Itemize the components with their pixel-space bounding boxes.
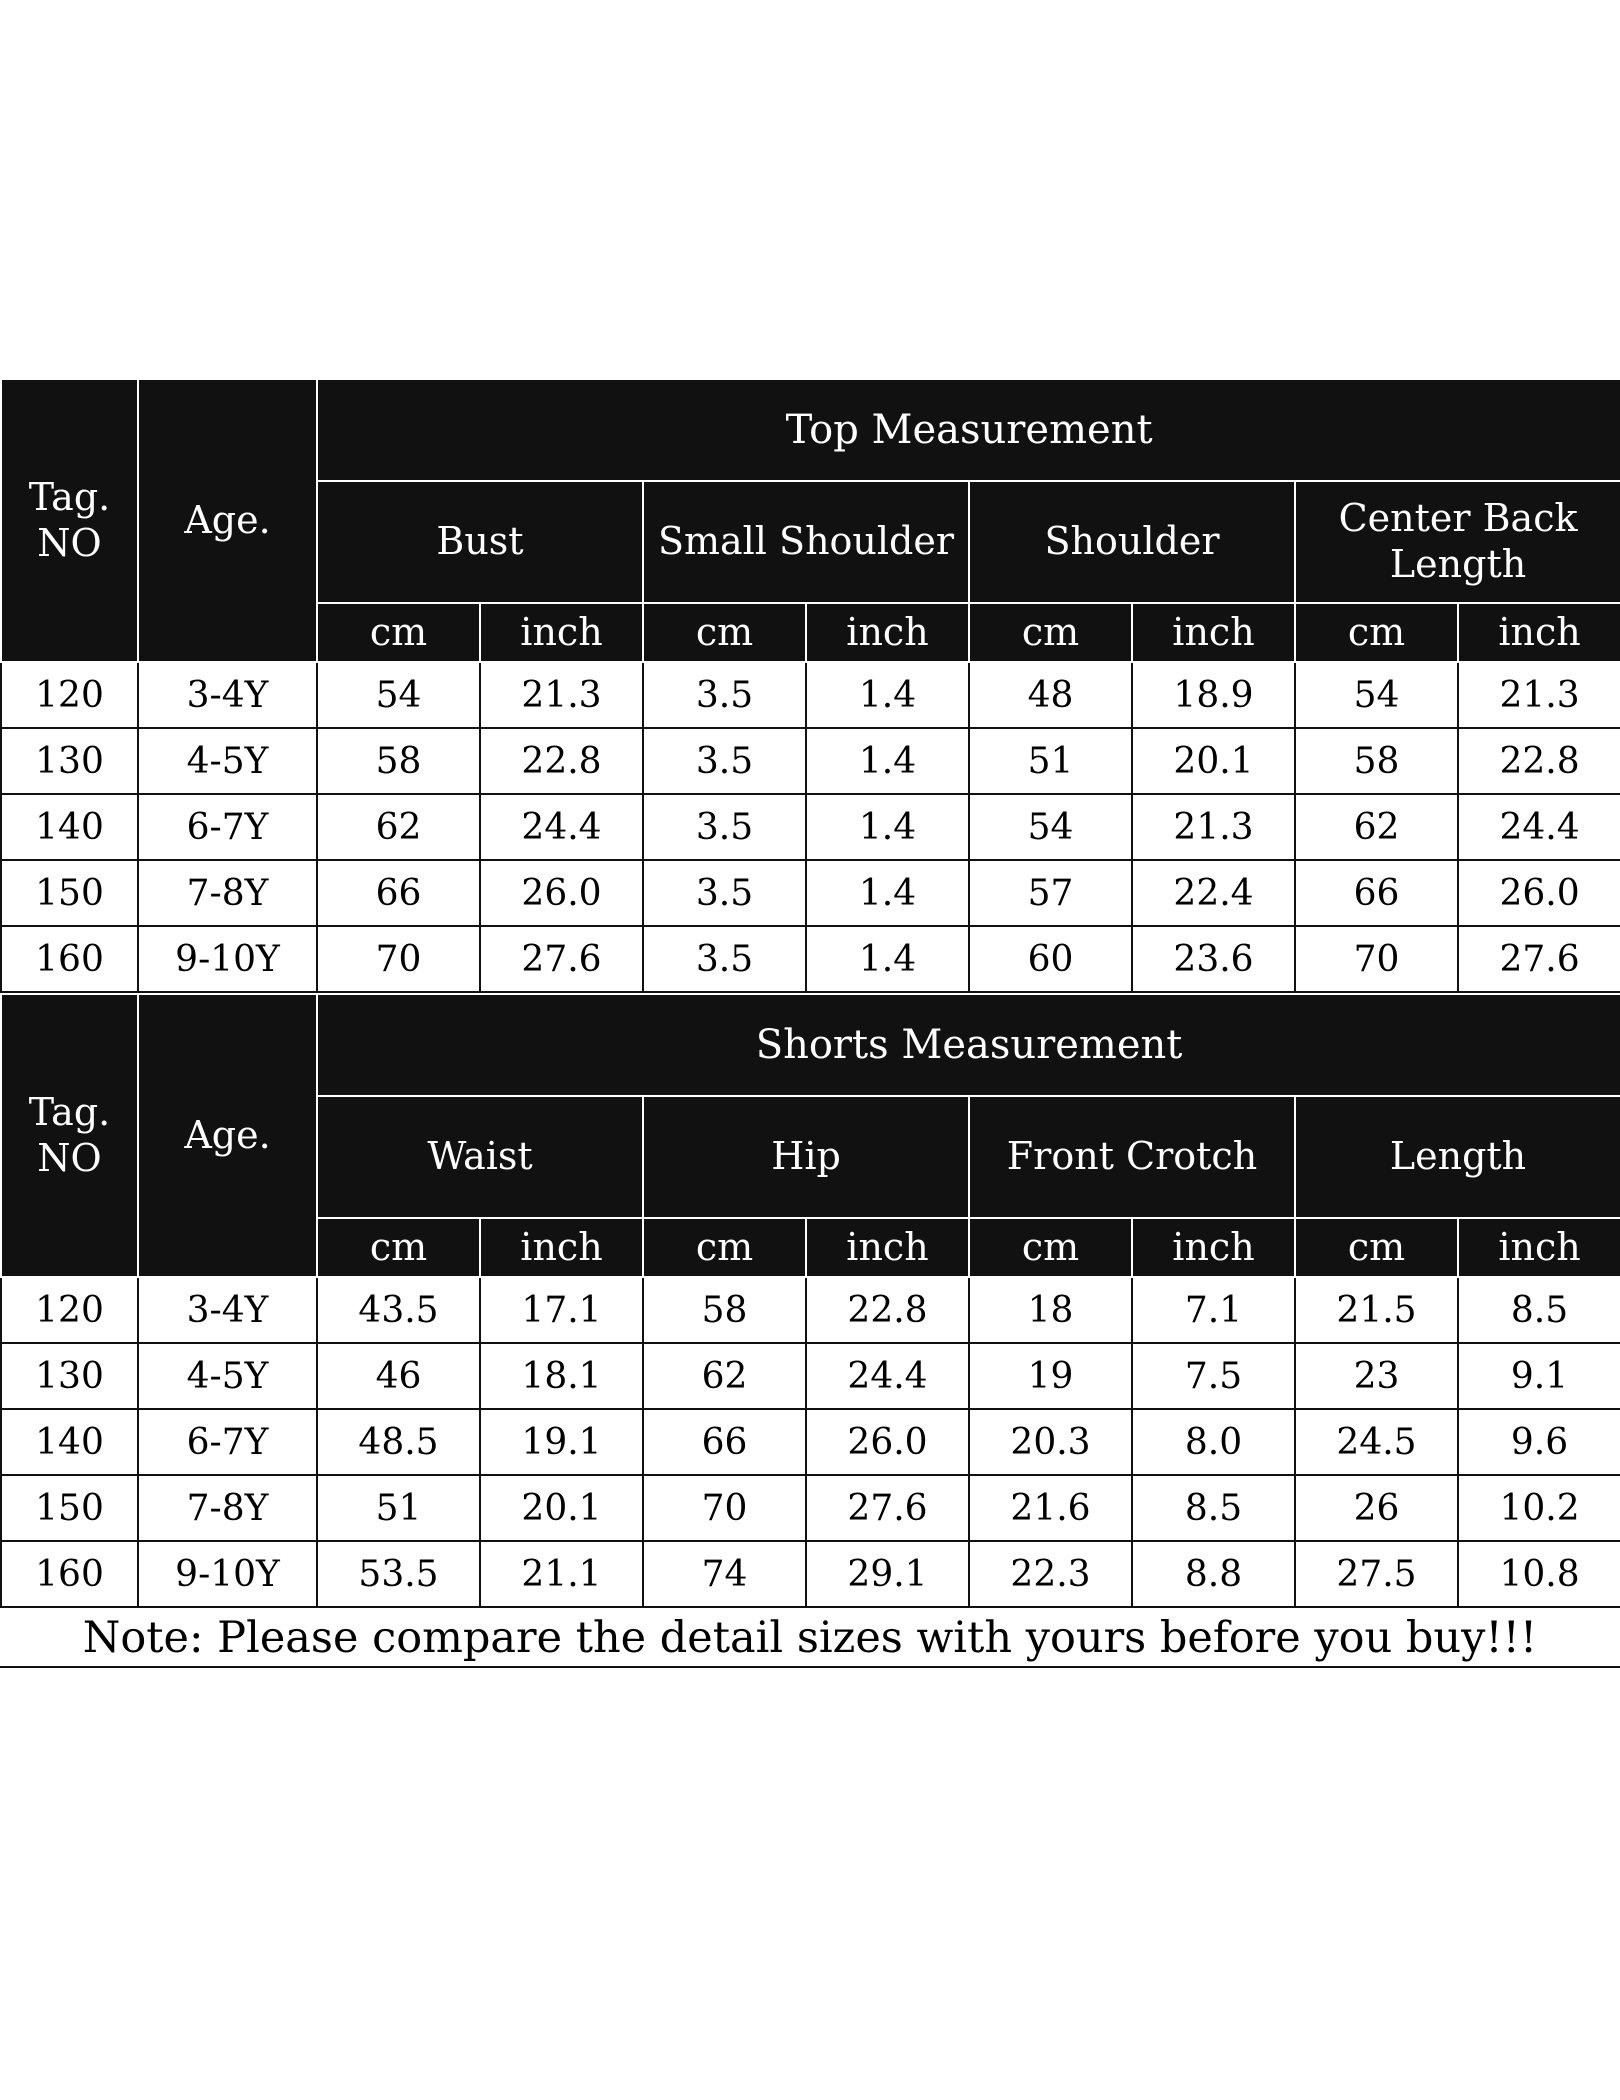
measurement-cell: 57 — [969, 860, 1132, 926]
measurement-cell: 70 — [317, 926, 480, 992]
table-row — [1, 1409, 1620, 1475]
measurement-cell: 1.4 — [806, 728, 969, 794]
measurement-cell: 66 — [643, 1409, 806, 1475]
table-row — [1, 728, 1620, 794]
measurement-cell: 24.4 — [480, 794, 643, 860]
measurement-cell: 7.1 — [1132, 1277, 1295, 1343]
table-row — [1, 794, 1620, 860]
measurement-cell: 43.5 — [317, 1277, 480, 1343]
measurement-cell: 58 — [317, 728, 480, 794]
measurement-cell: 3.5 — [643, 860, 806, 926]
table-row — [1, 1343, 1620, 1409]
top-table-body — [1, 379, 1620, 992]
top-measurement-table — [0, 378, 1620, 993]
tag-cell: 160 — [1, 926, 138, 992]
measurement-cell: 3.5 — [643, 662, 806, 728]
top-measurement-title: Top Measurement — [317, 379, 1620, 481]
measurement-cell: 27.6 — [806, 1475, 969, 1541]
shoulder-header: Shoulder — [969, 481, 1295, 603]
unit-cm-header: cm — [643, 603, 806, 662]
measurement-cell: 26.0 — [480, 860, 643, 926]
table-row — [1, 1541, 1620, 1607]
center-back-length-header: Center Back Length — [1295, 481, 1620, 603]
front-crotch-header: Front Crotch — [969, 1096, 1295, 1218]
measurement-cell: 21.3 — [1132, 794, 1295, 860]
measurement-cell: 20.1 — [480, 1475, 643, 1541]
measurement-cell: 8.5 — [1458, 1277, 1620, 1343]
tag-no-header-label: Tag. NO — [28, 474, 111, 565]
measurement-cell: 22.4 — [1132, 860, 1295, 926]
measurement-cell: 22.3 — [969, 1541, 1132, 1607]
measurement-cell: 8.5 — [1132, 1475, 1295, 1541]
measurement-cell: 23 — [1295, 1343, 1458, 1409]
size-chart — [0, 378, 1620, 1668]
tag-cell: 150 — [1, 1475, 138, 1541]
measurement-cell: 48.5 — [317, 1409, 480, 1475]
tag-cell: 150 — [1, 860, 138, 926]
measurement-cell: 54 — [1295, 662, 1458, 728]
unit-cm-header: cm — [317, 603, 480, 662]
measurement-cell: 9.1 — [1458, 1343, 1620, 1409]
table-row — [1, 1475, 1620, 1541]
unit-cm-header: cm — [969, 1218, 1132, 1277]
measurement-cell: 70 — [643, 1475, 806, 1541]
small-shoulder-header: Small Shoulder — [643, 481, 969, 603]
measurement-cell: 21.3 — [480, 662, 643, 728]
tag-cell: 140 — [1, 794, 138, 860]
tag-no-header — [1, 379, 138, 662]
measurement-cell: 54 — [317, 662, 480, 728]
unit-cm-header: cm — [317, 1218, 480, 1277]
measurement-cell: 58 — [1295, 728, 1458, 794]
bust-header: Bust — [317, 481, 643, 603]
measurement-cell: 66 — [1295, 860, 1458, 926]
measurement-cell: 1.4 — [806, 860, 969, 926]
measurement-cell: 62 — [1295, 794, 1458, 860]
measurement-cell: 22.8 — [1458, 728, 1620, 794]
table-row — [1, 926, 1620, 992]
measurement-cell: 24.4 — [806, 1343, 969, 1409]
table-row — [1, 662, 1620, 728]
tag-cell: 160 — [1, 1541, 138, 1607]
age-cell: 7-8Y — [138, 1475, 317, 1541]
note-text: Note: Please compare the detail sizes with yours before you buy!!! — [0, 1608, 1620, 1668]
measurement-cell: 27.6 — [480, 926, 643, 992]
hip-header: Hip — [643, 1096, 969, 1218]
measurement-cell: 26.0 — [806, 1409, 969, 1475]
measurement-cell: 24.5 — [1295, 1409, 1458, 1475]
measurement-cell: 24.4 — [1458, 794, 1620, 860]
age-cell: 9-10Y — [138, 926, 317, 992]
measurement-cell: 18.9 — [1132, 662, 1295, 728]
measurement-cell: 62 — [643, 1343, 806, 1409]
measurement-cell: 21.3 — [1458, 662, 1620, 728]
tag-no-header — [1, 994, 138, 1277]
tag-no-header-label: Tag. NO — [28, 1089, 111, 1180]
unit-cm-header: cm — [1295, 1218, 1458, 1277]
measurement-cell: 3.5 — [643, 728, 806, 794]
measurement-cell: 7.5 — [1132, 1343, 1295, 1409]
measurement-cell: 27.5 — [1295, 1541, 1458, 1607]
unit-inch-header: inch — [1132, 603, 1295, 662]
measurement-cell: 27.6 — [1458, 926, 1620, 992]
measurement-cell: 22.8 — [806, 1277, 969, 1343]
measurement-cell: 8.8 — [1132, 1541, 1295, 1607]
measurement-cell: 53.5 — [317, 1541, 480, 1607]
measurement-cell: 9.6 — [1458, 1409, 1620, 1475]
measurement-cell: 18 — [969, 1277, 1132, 1343]
measurement-cell: 20.1 — [1132, 728, 1295, 794]
measurement-cell: 1.4 — [806, 794, 969, 860]
unit-inch-header: inch — [1458, 1218, 1620, 1277]
measurement-cell: 1.4 — [806, 662, 969, 728]
unit-inch-header: inch — [806, 603, 969, 662]
measurement-cell: 1.4 — [806, 926, 969, 992]
measurement-cell: 29.1 — [806, 1541, 969, 1607]
measurement-cell: 18.1 — [480, 1343, 643, 1409]
waist-header: Waist — [317, 1096, 643, 1218]
measurement-cell: 3.5 — [643, 926, 806, 992]
measurement-cell: 54 — [969, 794, 1132, 860]
shorts-measurement-table — [0, 993, 1620, 1608]
measurement-cell: 26.0 — [1458, 860, 1620, 926]
measurement-cell: 46 — [317, 1343, 480, 1409]
unit-cm-header: cm — [643, 1218, 806, 1277]
shorts-table-body — [1, 994, 1620, 1607]
age-cell: 7-8Y — [138, 860, 317, 926]
measurement-cell: 66 — [317, 860, 480, 926]
unit-inch-header: inch — [1458, 603, 1620, 662]
measurement-cell: 21.6 — [969, 1475, 1132, 1541]
tag-cell: 120 — [1, 662, 138, 728]
measurement-cell: 10.2 — [1458, 1475, 1620, 1541]
measurement-cell: 26 — [1295, 1475, 1458, 1541]
unit-cm-header: cm — [1295, 603, 1458, 662]
length-header: Length — [1295, 1096, 1620, 1218]
measurement-cell: 70 — [1295, 926, 1458, 992]
measurement-cell: 23.6 — [1132, 926, 1295, 992]
age-header: Age. — [138, 994, 317, 1277]
measurement-cell: 60 — [969, 926, 1132, 992]
unit-inch-header: inch — [480, 1218, 643, 1277]
age-cell: 6-7Y — [138, 1409, 317, 1475]
unit-inch-header: inch — [806, 1218, 969, 1277]
unit-cm-header: cm — [969, 603, 1132, 662]
measurement-cell: 51 — [969, 728, 1132, 794]
tag-cell: 120 — [1, 1277, 138, 1343]
measurement-cell: 51 — [317, 1475, 480, 1541]
tag-cell: 130 — [1, 1343, 138, 1409]
measurement-cell: 21.1 — [480, 1541, 643, 1607]
measurement-cell: 48 — [969, 662, 1132, 728]
measurement-cell: 62 — [317, 794, 480, 860]
age-cell: 4-5Y — [138, 728, 317, 794]
shorts-measurement-title: Shorts Measurement — [317, 994, 1620, 1096]
measurement-cell: 19 — [969, 1343, 1132, 1409]
measurement-cell: 17.1 — [480, 1277, 643, 1343]
measurement-cell: 8.0 — [1132, 1409, 1295, 1475]
measurement-cell: 58 — [643, 1277, 806, 1343]
measurement-cell: 22.8 — [480, 728, 643, 794]
age-cell: 4-5Y — [138, 1343, 317, 1409]
tag-cell: 130 — [1, 728, 138, 794]
tag-cell: 140 — [1, 1409, 138, 1475]
table-row — [1, 860, 1620, 926]
measurement-cell: 20.3 — [969, 1409, 1132, 1475]
measurement-cell: 10.8 — [1458, 1541, 1620, 1607]
measurement-cell: 19.1 — [480, 1409, 643, 1475]
unit-inch-header: inch — [1132, 1218, 1295, 1277]
unit-inch-header: inch — [480, 603, 643, 662]
age-header: Age. — [138, 379, 317, 662]
measurement-cell: 74 — [643, 1541, 806, 1607]
age-cell: 3-4Y — [138, 1277, 317, 1343]
table-row — [1, 1277, 1620, 1343]
measurement-cell: 3.5 — [643, 794, 806, 860]
age-cell: 6-7Y — [138, 794, 317, 860]
measurement-cell: 21.5 — [1295, 1277, 1458, 1343]
age-cell: 9-10Y — [138, 1541, 317, 1607]
age-cell: 3-4Y — [138, 662, 317, 728]
